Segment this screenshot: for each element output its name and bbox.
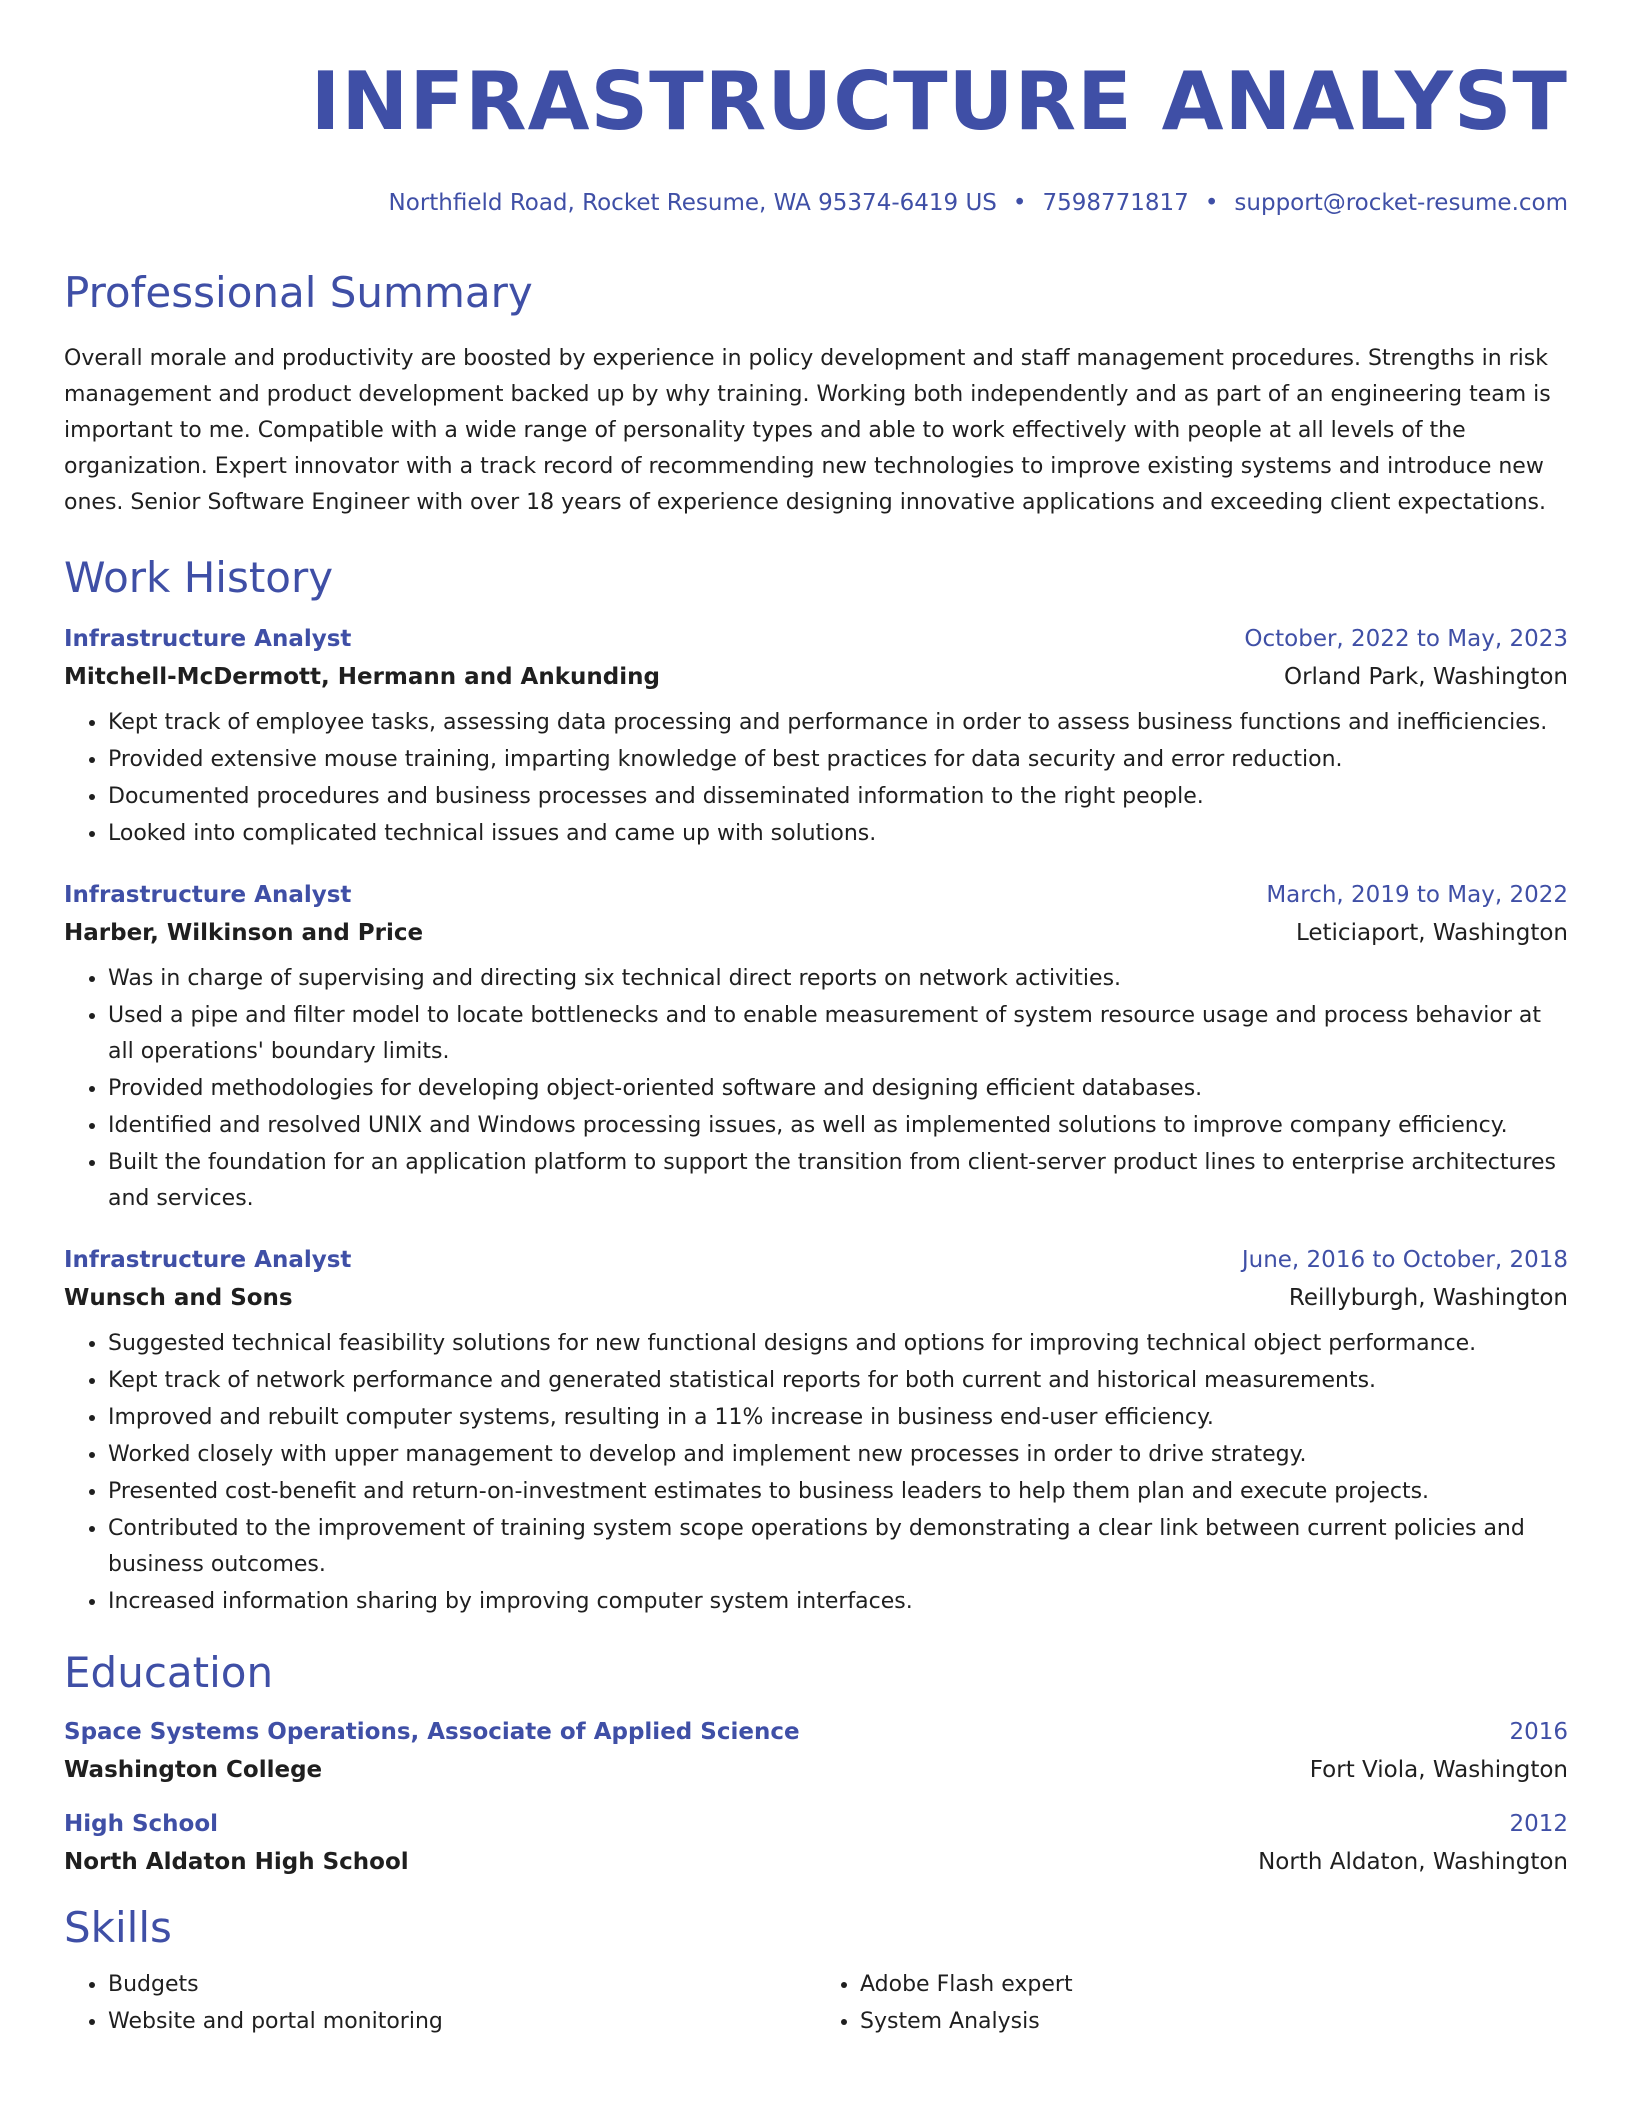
job-location: Orland Park, Washington — [1283, 664, 1568, 690]
education-year: 2016 — [1509, 1719, 1568, 1745]
skills-column-right — [816, 1966, 1568, 2040]
job-bullets — [64, 704, 1568, 852]
job-bullet: • Presented cost-benefit and return-on-investment estimates to business leaders to help them plan and execute projects. — [108, 1473, 1568, 1510]
job-bullet: • Identified and resolved UNIX and Windows processing issues, as well as implemented solutions to improve company efficiency. — [108, 1107, 1568, 1144]
job-company: Harber, Wilkinson and Price — [64, 920, 424, 946]
education-location: North Aldaton, Washington — [1258, 1849, 1568, 1875]
job-title: Infrastructure Analyst — [64, 882, 352, 908]
job-title: Infrastructure Analyst — [64, 626, 352, 652]
job-bullet: • Provided methodologies for developing object-oriented software and designing efficient databases. — [108, 1070, 1568, 1107]
job-title: Infrastructure Analyst — [64, 1247, 352, 1273]
education-year: 2012 — [1509, 1811, 1568, 1837]
education-degree: High School — [64, 1811, 219, 1837]
contact-address: Northfield Road, Rocket Resume, WA 95374-6419 US — [388, 190, 997, 216]
skills-list — [64, 1966, 1568, 2040]
job-dates: June, 2016 to October, 2018 — [1241, 1247, 1568, 1273]
resume-name: INFRASTRUCTURE ANALYST — [310, 55, 1568, 148]
work-history-heading: Work History — [64, 553, 334, 602]
job-bullet: • Documented procedures and business processes and disseminated information to the right people. — [108, 778, 1568, 815]
job-bullet: • Suggested technical feasibility solutions for new functional designs and options for improving technical object performance. — [108, 1325, 1568, 1362]
skill-item: • Adobe Flash expert — [860, 1966, 1568, 2003]
job-dates: March, 2019 to May, 2022 — [1266, 882, 1568, 908]
skills-heading: Skills — [64, 1903, 172, 1952]
job-bullet: • Used a pipe and filter model to locate bottlenecks and to enable measurement of system resource usage and process behavior at all operations' boundary limits. — [108, 997, 1568, 1070]
education-location: Fort Viola, Washington — [1309, 1757, 1568, 1783]
job-company: Wunsch and Sons — [64, 1285, 293, 1311]
job-location: Reillyburgh, Washington — [1288, 1285, 1568, 1311]
job-location: Leticiaport, Washington — [1295, 920, 1568, 946]
contact-line — [64, 190, 1568, 216]
contact-phone: 7598771817 — [1042, 190, 1189, 216]
job-bullet: • Kept track of employee tasks, assessing data processing and performance in order to assess business functions and inefficiencies. — [108, 704, 1568, 741]
job-bullet: • Built the foundation for an application platform to support the transition from client-server product lines to enterprise architectures and services. — [108, 1144, 1568, 1217]
summary-heading: Professional Summary — [64, 268, 533, 317]
education-heading: Education — [64, 1648, 274, 1697]
job-bullet: • Contributed to the improvement of training system scope operations by demonstrating a clear link between current policies and business outcomes. — [108, 1510, 1568, 1583]
job-company: Mitchell-McDermott, Hermann and Ankunding — [64, 664, 660, 690]
education-school: North Aldaton High School — [64, 1849, 409, 1875]
job-entry — [64, 1247, 1568, 1620]
skill-item: • Website and portal monitoring — [108, 2003, 816, 2040]
contact-email: support@rocket-resume.com — [1234, 190, 1568, 216]
skill-item: • System Analysis — [860, 2003, 1568, 2040]
job-bullet: • Kept track of network performance and generated statistical reports for both current and historical measurements. — [108, 1362, 1568, 1399]
job-bullets — [64, 960, 1568, 1217]
job-bullet: • Was in charge of supervising and directing six technical direct reports on network activities. — [108, 960, 1568, 997]
job-entry — [64, 882, 1568, 1217]
job-bullet: • Improved and rebuilt computer systems, resulting in a 11% increase in business end-user efficiency. — [108, 1399, 1568, 1436]
job-dates: October, 2022 to May, 2023 — [1244, 626, 1568, 652]
contact-separator: • — [1204, 190, 1219, 216]
skill-item: • Budgets — [108, 1966, 816, 2003]
job-bullets — [64, 1325, 1568, 1620]
job-bullet: • Increased information sharing by improving computer system interfaces. — [108, 1583, 1568, 1620]
education-entry — [64, 1811, 1568, 1875]
contact-separator: • — [1012, 190, 1027, 216]
skills-column-left — [64, 1966, 816, 2040]
education-school: Washington College — [64, 1757, 323, 1783]
job-entry — [64, 626, 1568, 852]
education-entry — [64, 1719, 1568, 1783]
job-bullet: • Provided extensive mouse training, imparting knowledge of best practices for data security and error reduction. — [108, 741, 1568, 778]
education-degree: Space Systems Operations, Associate of Applied Science — [64, 1719, 800, 1745]
job-bullet: • Looked into complicated technical issues and came up with solutions. — [108, 815, 1568, 852]
summary-text: Overall morale and productivity are boosted by experience in policy development and staff management procedures. Strengths in risk management and product development backed up by why training. Working both independently and as part of an engineering team is important to me. Compatible with a wide range of personality types and able to work effectively with people at all levels of the organization. Expert innovator with a track record of recommending new technologies to improve existing systems and introduce new ones. Senior Software Engineer with over 18 years of experience designing innovative applications and exceeding client expectations. — [64, 346, 1551, 515]
job-bullet: • Worked closely with upper management to develop and implement new processes in order to drive strategy. — [108, 1436, 1568, 1473]
